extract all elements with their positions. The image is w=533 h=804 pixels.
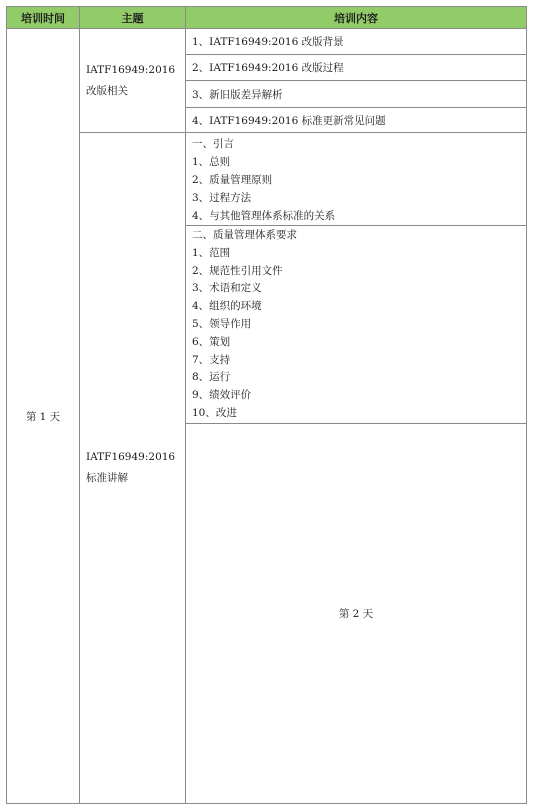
header-topic: 主题 — [80, 7, 186, 29]
topic-line: IATF16949:2016 — [86, 63, 176, 76]
intro-section — [186, 133, 527, 226]
qms-item: 1、范围 — [192, 246, 231, 259]
qms-item: 6、策划 — [192, 335, 231, 348]
qms-title: 二、质量管理体系要求 — [192, 229, 297, 241]
header-row — [7, 7, 527, 29]
qms-item: 8、运行 — [192, 371, 231, 384]
content-item: 2、IATF16949:2016 改版过程 — [186, 55, 527, 81]
content-item: 4、IATF16949:2016 标准更新常见问题 — [186, 108, 527, 133]
topic-line: 改版相关 — [86, 84, 128, 97]
training-schedule-table — [6, 6, 527, 804]
qms-item: 10、改进 — [192, 406, 237, 419]
intro-item: 1、总则 — [192, 156, 231, 168]
intro-item: 2、质量管理原则 — [192, 174, 273, 186]
intro-title: 一、引言 — [192, 138, 234, 150]
qms-requirements-section — [186, 226, 527, 424]
topic-line: IATF16949:2016 — [86, 451, 176, 463]
header-training-content: 培训内容 — [186, 7, 527, 29]
qms-item: 7、支持 — [192, 353, 231, 366]
qms-item: 3、术语和定义 — [192, 282, 262, 295]
day-2-cell: 第 2 天 — [186, 424, 527, 804]
topic-standard-explanation — [80, 133, 186, 804]
qms-item: 4、组织的环境 — [192, 300, 262, 313]
topic-iatf-revision — [80, 29, 186, 133]
qms-item: 5、领导作用 — [192, 317, 252, 330]
qms-item: 2、规范性引用文件 — [192, 264, 283, 277]
content-item: 3、新旧版差异解析 — [186, 81, 527, 108]
header-training-time: 培训时间 — [7, 7, 80, 29]
intro-item: 3、过程方法 — [192, 192, 252, 204]
qms-item: 9、绩效评价 — [192, 389, 252, 402]
content-item: 1、IATF16949:2016 改版背景 — [186, 29, 527, 55]
topic-line: 标准讲解 — [86, 472, 128, 484]
intro-item: 4、与其他管理体系标准的关系 — [192, 210, 336, 222]
day-1-cell: 第 1 天 — [7, 29, 80, 804]
